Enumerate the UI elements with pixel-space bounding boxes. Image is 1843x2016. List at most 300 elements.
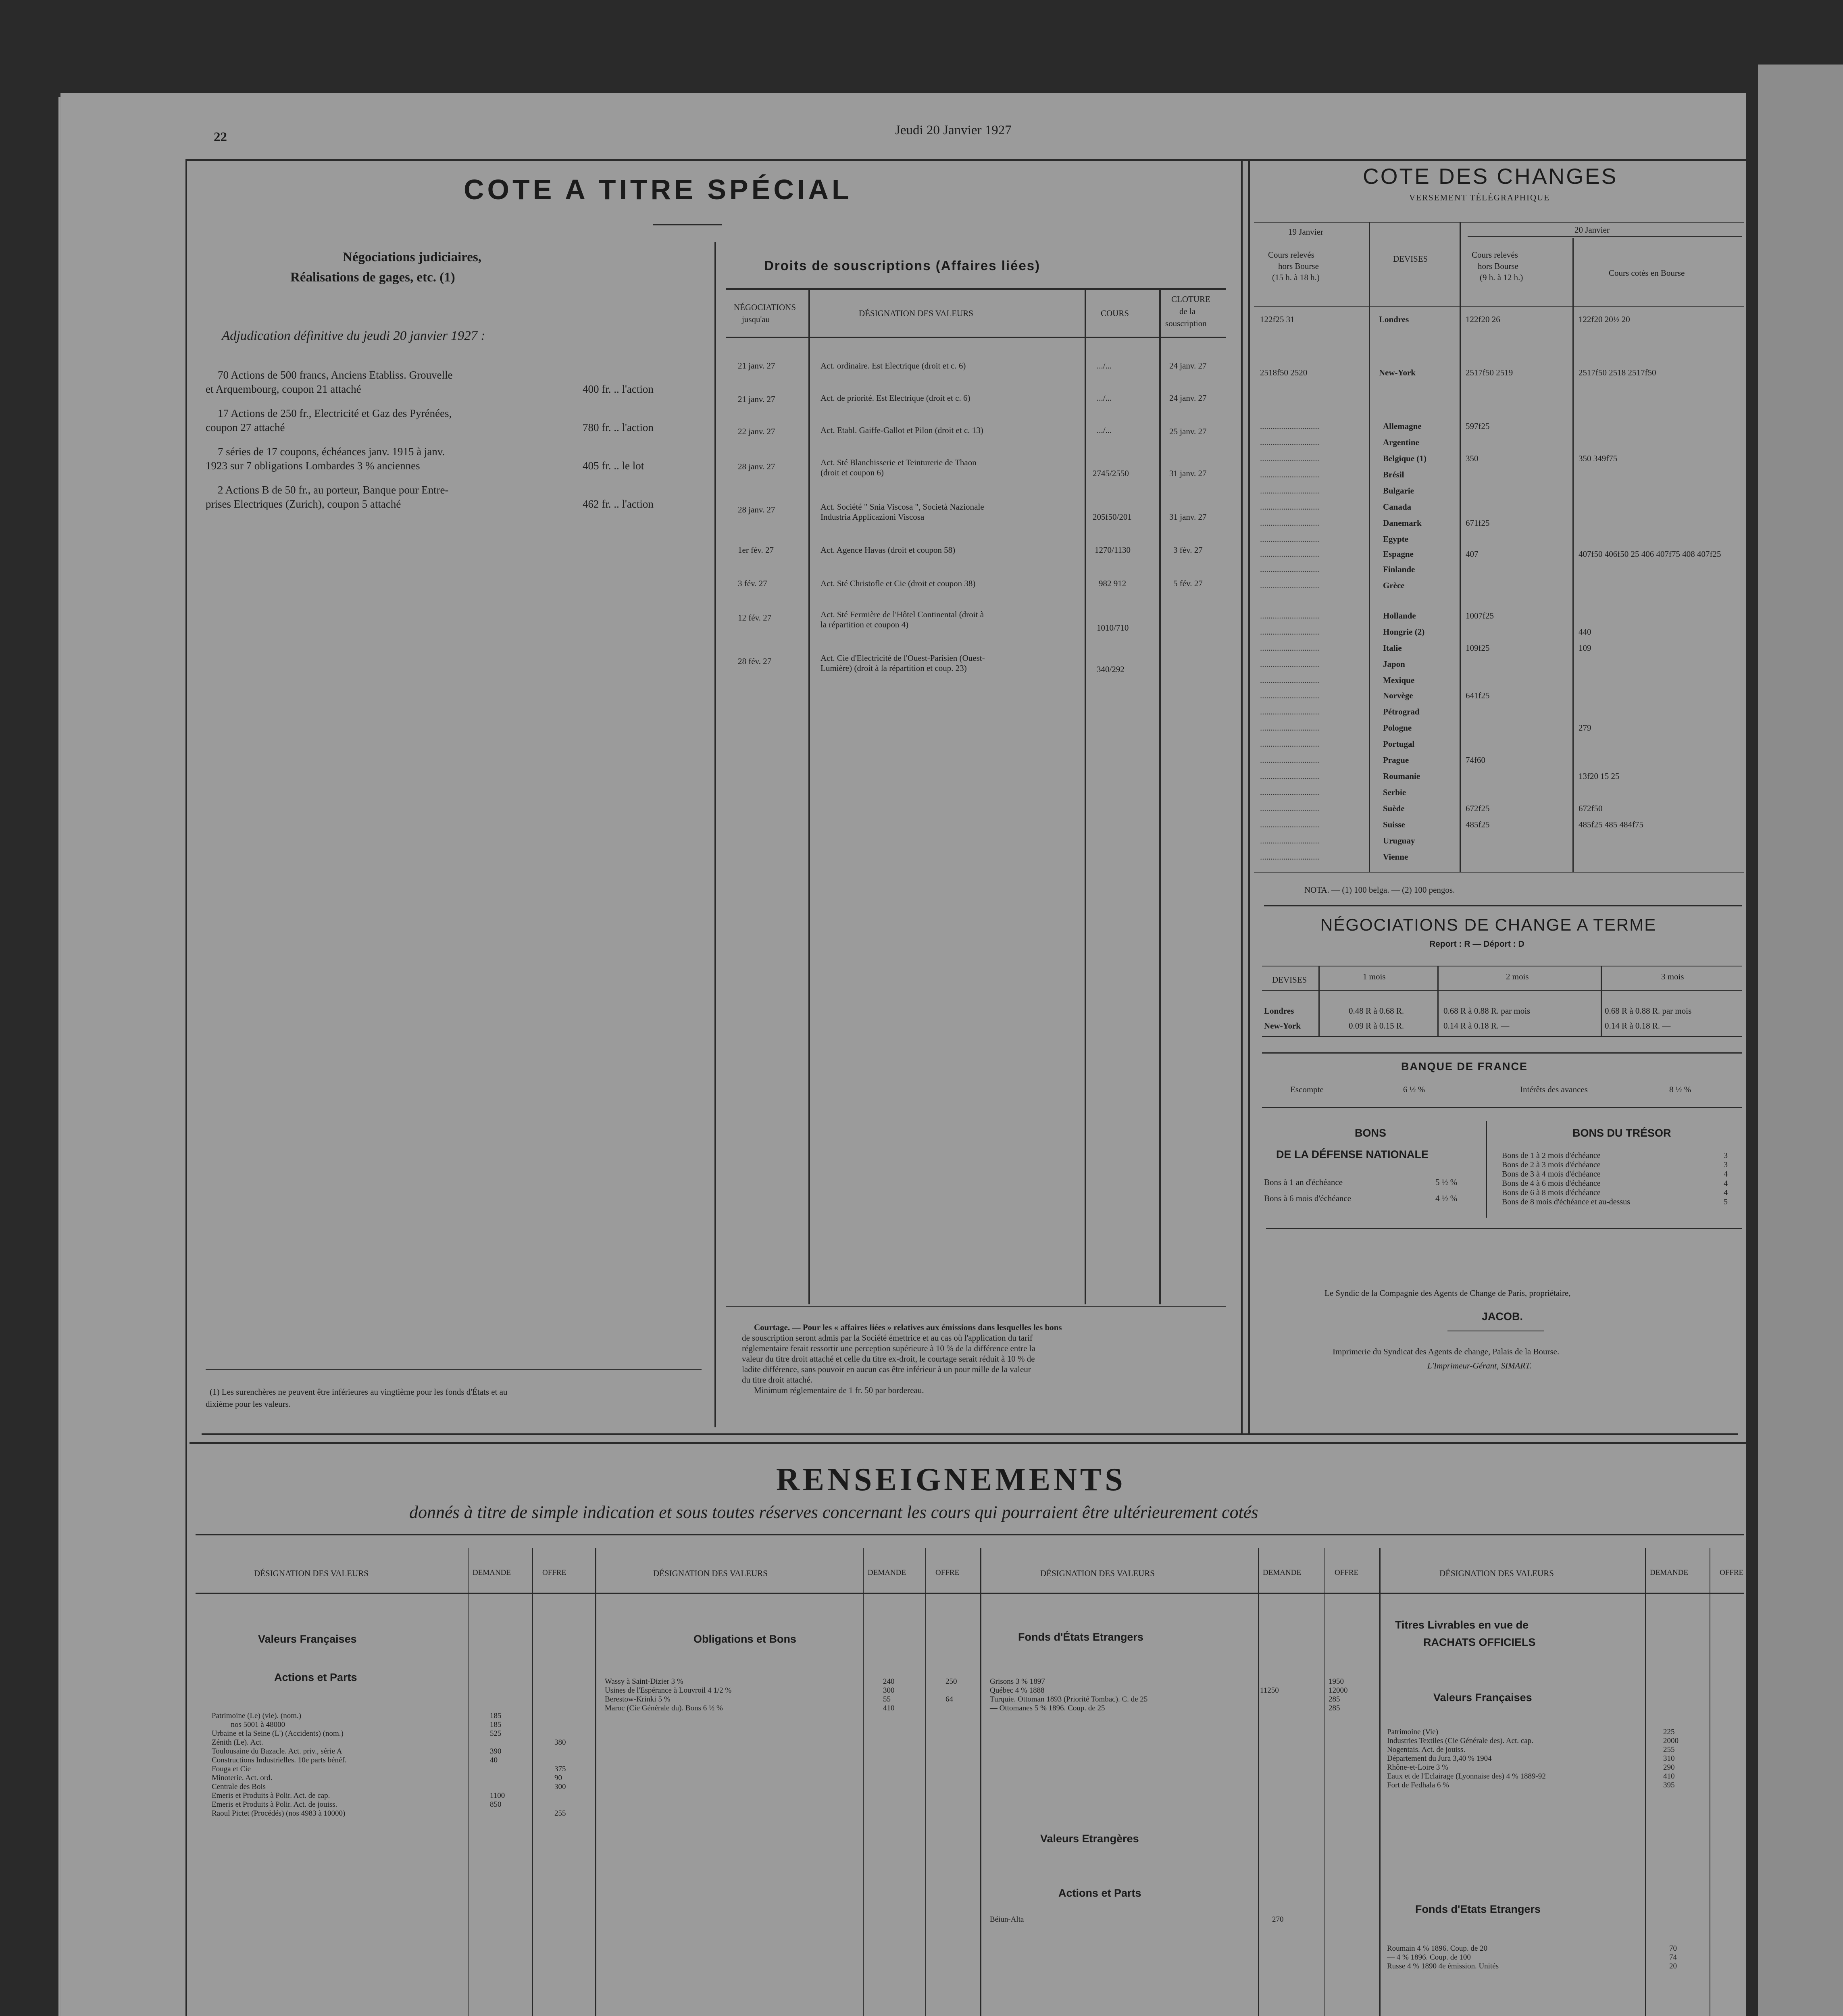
c4-row-name: Nogentais. Act. de jouiss. — [1387, 1745, 1466, 1754]
terme-m1: 0.48 R à 0.68 R. — [1349, 1006, 1404, 1016]
chg-dotted-leader: ............................ — [1260, 755, 1319, 765]
c4-title-2: RACHATS OFFICIELS — [1423, 1636, 1536, 1648]
c4-row2-demande: 20 — [1669, 1962, 1677, 1970]
c1-row-offre: 255 — [554, 1809, 566, 1818]
bons-tresor-val: 3 — [1724, 1151, 1728, 1160]
chg-bourse: 672f50 — [1579, 804, 1603, 813]
droits-designation: Act. Agence Havas (droit et coupon 58) — [820, 545, 956, 555]
adj-item-price: 780 fr. .. l'action — [583, 421, 654, 433]
adj-item-line: 70 Actions de 500 francs, Anciens Etabliss. Grouvelle — [218, 369, 453, 381]
chg-devise: Belgique (1) — [1383, 454, 1427, 463]
chg-bourse: 279 — [1579, 723, 1591, 733]
c4-row-demande: 395 — [1663, 1781, 1675, 1789]
c3-title2: Valeurs Etrangères — [1040, 1833, 1139, 1845]
c3-row-name: Québec 4 % 1888 — [990, 1686, 1045, 1695]
chg-devise: Roumanie — [1383, 771, 1420, 781]
droits-header-cours: COURS — [1101, 308, 1129, 318]
droits-date: 21 janv. 27 — [738, 394, 775, 404]
terme-m3: 0.14 R à 0.18 R. — — [1605, 1021, 1671, 1031]
chg-hors: 407 — [1466, 549, 1479, 559]
banque-title: BANQUE DE FRANCE — [1401, 1060, 1528, 1073]
chg-bourse: 485f25 485 484f75 — [1579, 820, 1643, 829]
courtage-line: réglementaire ferait ressortir une perception supérieure à 10 % de la différence entre la — [742, 1343, 1035, 1353]
terme-m2: 0.68 R à 0.88 R. par mois — [1443, 1006, 1531, 1016]
chg-dotted-leader: ............................ — [1260, 437, 1319, 447]
col-header-offre: OFFRE — [542, 1568, 566, 1577]
adjacent-page-edge — [1758, 65, 1843, 2016]
droits-date: 28 janv. 27 — [738, 505, 775, 514]
c4-row-name: Département du Jura 3,40 % 1904 — [1387, 1754, 1492, 1763]
c2-row-demande: 410 — [883, 1704, 895, 1712]
changes-header-cours: (15 h. à 18 h.) — [1272, 273, 1320, 282]
chg-dotted-leader: ............................ — [1260, 549, 1319, 559]
droits-date: 28 janv. 27 — [738, 462, 775, 471]
adj-item-price: 462 fr. .. l'action — [583, 498, 654, 510]
c4-row2-demande: 70 — [1669, 1944, 1677, 1953]
chg-devise: Egypte — [1383, 534, 1408, 544]
renseignements-subtitle: donnés à titre de simple indication et sous toutes réserves concernant les cours qui pourraient être ultérieurement cotés — [409, 1502, 1258, 1522]
banque-interets: Intérêts des avances — [1520, 1085, 1588, 1094]
c4-row2-name: Russe 4 % 1890 4e émission. Unités — [1387, 1962, 1499, 1970]
droits-cloture: 24 janv. 27 — [1169, 393, 1207, 403]
adj-item-line: 17 Actions de 250 fr., Electricité et Gaz des Pyrénées, — [218, 407, 452, 419]
column-separator — [595, 1548, 596, 2016]
bons-tresor-val: 5 — [1724, 1198, 1728, 1206]
bons-defense-title-2: DE LA DÉFENSE NATIONALE — [1276, 1148, 1429, 1160]
col-header-designation: DÉSIGNATION DES VALEURS — [1040, 1568, 1155, 1578]
droits-designation: Lumière) (droit à la répartition et coup. 23) — [820, 663, 967, 673]
c3-row-name: Turquie. Ottoman 1893 (Priorité Tombac). C. de 25 — [990, 1695, 1148, 1704]
col-header-designation: DÉSIGNATION DES VALEURS — [653, 1568, 768, 1578]
droits-cloture: 31 janv. 27 — [1169, 512, 1207, 522]
c1-row-name: Emeris et Produits à Polir. Act. de cap. — [212, 1791, 330, 1800]
chg-devise: Uruguay — [1383, 836, 1415, 846]
c1-row-demande: 390 — [490, 1747, 502, 1756]
chg-devise: Suisse — [1383, 820, 1405, 829]
subcolumn-rule — [1258, 1548, 1259, 2016]
terme-m3: 0.68 R à 0.88 R. par mois — [1605, 1006, 1692, 1016]
chg-devise: Espagne — [1383, 549, 1414, 559]
chg-devise: Danemark — [1383, 518, 1422, 528]
bons-tresor-row: Bons de 1 à 2 mois d'échéance — [1502, 1151, 1601, 1160]
changes-header-devises: DEVISES — [1393, 254, 1428, 264]
terme-devise: New-York — [1264, 1021, 1301, 1031]
courtage-line: du titre droit attaché. — [742, 1375, 812, 1385]
syndic-line: Le Syndic de la Compagnie des Agents de Change de Paris, propriétaire, — [1324, 1288, 1571, 1298]
page-number: 22 — [214, 130, 227, 144]
c2-row-demande: 55 — [883, 1695, 891, 1704]
bons-tresor-val: 4 — [1724, 1170, 1728, 1179]
droits-designation: Act. de priorité. Est Electrique (droit et c. 6) — [820, 393, 970, 403]
c1-row-name: Minoterie. Act. ord. — [212, 1774, 273, 1782]
c1-row-name: Toulousaine du Bazacle. Act. priv., série A — [212, 1747, 342, 1756]
c1-row-name: — — nos 5001 à 48000 — [212, 1720, 285, 1729]
droits-date: 1er fév. 27 — [738, 545, 774, 555]
courtage-line: valeur du titre droit attaché et celle du titre ex-droit, le courtage serait réduit à 10 % de — [742, 1354, 1035, 1364]
chg-dotted-leader: ............................ — [1260, 804, 1319, 813]
droits-designation: Act. Société " Snia Viscosa ", Società Nazionale — [820, 502, 984, 512]
chg-hors: 672f25 — [1466, 804, 1490, 813]
banque-escompte-val: 6 ½ % — [1403, 1085, 1425, 1094]
bons-tresor-val: 4 — [1724, 1188, 1728, 1197]
droits-designation: Act. Sté Christofle et Cie (droit et coupon 38) — [820, 579, 976, 588]
chg-dotted-leader: ............................ — [1260, 852, 1319, 862]
c3-subtitle2: Actions et Parts — [1058, 1887, 1141, 1899]
droits-designation: Act. Cie d'Electricité de l'Ouest-Parisien (Ouest- — [820, 653, 985, 663]
chg-dotted-leader: ............................ — [1260, 518, 1319, 528]
bons-tresor-row: Bons de 3 à 4 mois d'échéance — [1502, 1170, 1601, 1179]
adj-item-line: coupon 27 attaché — [206, 421, 285, 433]
subcolumn-rule — [468, 1548, 469, 2016]
chg-hors: 350 — [1466, 454, 1479, 463]
droits-header-designation: DÉSIGNATION DES VALEURS — [859, 308, 973, 318]
c4-subtitle2: Fonds d'Etats Etrangers — [1415, 1903, 1541, 1915]
droits-date: 21 janv. 27 — [738, 361, 775, 371]
chg-devise: Pétrograd — [1383, 707, 1420, 716]
chg-dotted-leader: ............................ — [1260, 723, 1319, 733]
chg-dotted-leader: ............................ — [1260, 787, 1319, 797]
droits-cours: 2745/2550 — [1093, 469, 1129, 478]
c2-row-offre: 64 — [945, 1695, 953, 1704]
chg-devise: Mexique — [1383, 675, 1415, 685]
c4-row-name: Industries Textiles (Cie Générale des). Act. cap. — [1387, 1737, 1533, 1745]
adj-item-price: 405 fr. .. le lot — [583, 460, 644, 472]
chg-hors: 74f60 — [1466, 755, 1485, 765]
terme-header: 3 mois — [1661, 972, 1684, 981]
droits-header-negociations: NÉGOCIATIONS — [734, 302, 796, 312]
c1-row-name: Constructions Industrielles. 10e parts bénéf. — [212, 1756, 347, 1764]
terme-m2: 0.14 R à 0.18 R. — — [1443, 1021, 1510, 1031]
c3-row2-name: Béiun-Alta — [990, 1915, 1024, 1924]
chg-bourse: 122f20 20½ 20 — [1579, 314, 1630, 324]
col-header-demande: DEMANDE — [1263, 1568, 1301, 1577]
droits-designation: la répartition et coupon 4) — [820, 620, 909, 629]
cote-special-subtitle-2: Réalisations de gages, etc. (1) — [290, 270, 455, 285]
chg-dotted-leader: ............................ — [1260, 486, 1319, 496]
droits-designation: Act. Sté Blanchisserie et Teinturerie de Thaon — [820, 458, 977, 467]
chg-dotted-leader: ............................ — [1260, 836, 1319, 846]
c1-row-offre: 300 — [554, 1783, 566, 1791]
terme-header: DEVISES — [1272, 975, 1307, 985]
droits-cours: 1010/710 — [1097, 623, 1129, 633]
bons-tresor-row: Bons de 4 à 6 mois d'échéance — [1502, 1179, 1601, 1188]
cote-special-title: COTE A TITRE SPÉCIAL — [464, 174, 852, 205]
banque-escompte: Escompte — [1290, 1085, 1324, 1094]
changes-header-20: 20 Janvier — [1574, 225, 1610, 235]
chg-devise: Grèce — [1383, 581, 1405, 590]
droits-date: 3 fév. 27 — [738, 579, 767, 588]
chg-dotted-leader: ............................ — [1260, 611, 1319, 621]
c4-row-demande: 225 — [1663, 1728, 1675, 1736]
chg-devise: Italie — [1383, 643, 1402, 653]
droits-cloture: 31 janv. 27 — [1169, 469, 1207, 478]
subcolumn-rule — [925, 1548, 926, 2016]
droits-cours: .../... — [1097, 361, 1112, 371]
droits-header-cloture: de la — [1179, 306, 1196, 316]
chg-devise: Prague — [1383, 755, 1409, 765]
c3-row-name: Grisons 3 % 1897 — [990, 1677, 1045, 1686]
bons-defense-row: Bons à 6 mois d'échéance — [1264, 1193, 1352, 1203]
chg-bourse: 109 — [1579, 643, 1591, 653]
c4-row-name: Fort de Fedhala 6 % — [1387, 1781, 1449, 1789]
chg-dotted-leader: ............................ — [1260, 502, 1319, 512]
terme-subtitle: Report : R — Déport : D — [1429, 939, 1524, 949]
chg-dotted-leader: ............................ — [1260, 581, 1319, 590]
terme-header: 1 mois — [1363, 972, 1386, 981]
adj-item-line: prises Electriques (Zurich), coupon 5 attaché — [206, 498, 401, 510]
droits-designation: Act. Etabl. Gaiffe-Gallot et Pilon (droit et c. 13) — [820, 425, 983, 435]
c2-row-demande: 240 — [883, 1677, 895, 1686]
banque-interets-val: 8 ½ % — [1669, 1085, 1691, 1094]
c1-row-name: Zénith (Le). Act. — [212, 1738, 263, 1747]
footnote: dixième pour les valeurs. — [206, 1399, 291, 1409]
terme-devise: Londres — [1264, 1006, 1294, 1016]
terme-header: 2 mois — [1506, 972, 1529, 981]
c2-row-name: Wassy à Saint-Dizier 3 % — [605, 1677, 683, 1686]
chg-devise: Finlande — [1383, 564, 1415, 574]
chg-bourse: 350 349f75 — [1579, 454, 1618, 463]
c3-row-offre: 285 — [1329, 1695, 1340, 1704]
adj-item-line: 1923 sur 7 obligations Lombardes 3 % anciennes — [206, 460, 420, 472]
bons-tresor-row: Bons de 2 à 3 mois d'échéance — [1502, 1160, 1601, 1169]
changes-title: COTE DES CHANGES — [1363, 164, 1618, 189]
chg-hors: 109f25 — [1466, 643, 1490, 653]
chg-hors: 1007f25 — [1466, 611, 1494, 621]
col-header-demande: DEMANDE — [473, 1568, 511, 1577]
courtage-line: Courtage. — Pour les « affaires liées » relatives aux émissions dans lesquelles les bons — [754, 1322, 1062, 1332]
c1-row-name: Raoul Pictet (Procédés) (nos 4983 à 10000) — [212, 1809, 346, 1818]
c3-row-demande: 11250 — [1260, 1686, 1279, 1695]
footnote: (1) Les surenchères ne peuvent être inférieures au vingtième pour les fonds d'États et au — [210, 1387, 508, 1397]
bons-tresor-row: Bons de 6 à 8 mois d'échéance — [1502, 1188, 1601, 1197]
changes-header-cours20: Cours relevés — [1472, 250, 1518, 260]
c1-row-demande: 185 — [490, 1712, 502, 1720]
c1-row-offre: 375 — [554, 1765, 566, 1773]
chg-hors: 485f25 — [1466, 820, 1490, 829]
column-separator — [1379, 1548, 1381, 2016]
chg-devise: Pologne — [1383, 723, 1412, 733]
subcolumn-rule — [1645, 1548, 1646, 2016]
bons-tresor-val: 4 — [1724, 1179, 1728, 1188]
cote-special-subtitle-1: Négociations judiciaires, — [343, 250, 482, 264]
terme-m1: 0.09 R à 0.15 R. — [1349, 1021, 1404, 1031]
changes-header-cours: Cours relevés — [1268, 250, 1314, 260]
chg-bourse: 2517f50 2518 2517f50 — [1579, 368, 1656, 377]
chg-dotted-leader: ............................ — [1260, 627, 1319, 637]
chg-devise: Brésil — [1383, 470, 1404, 479]
chg-dotted-leader: ............................ — [1260, 564, 1319, 574]
chg-bourse: 440 — [1579, 627, 1591, 637]
col-header-demande: DEMANDE — [868, 1568, 906, 1577]
c1-row-offre: 380 — [554, 1738, 566, 1747]
renseignements-title: RENSEIGNEMENTS — [776, 1462, 1126, 1497]
c4-row-name: Rhône-et-Loire 3 % — [1387, 1763, 1448, 1772]
c4-row2-demande: 74 — [1669, 1953, 1677, 1962]
adj-item-price: 400 fr. .. l'action — [583, 383, 654, 395]
c1-row-demande: 185 — [490, 1720, 502, 1729]
chg-dotted-leader: ............................ — [1260, 643, 1319, 653]
chg-dotted-leader: ............................ — [1260, 421, 1319, 431]
chg-devise: Hongrie (2) — [1383, 627, 1425, 637]
c1-row-name: Emeris et Produits à Polir. Act. de jouiss. — [212, 1800, 337, 1809]
droits-cloture: 25 janv. 27 — [1169, 427, 1207, 436]
chg-prev: 2518f50 2520 — [1260, 368, 1308, 377]
c1-row-name: Centrale des Bois — [212, 1783, 266, 1791]
col-header-designation: DÉSIGNATION DES VALEURS — [254, 1568, 369, 1578]
bons-defense-val: 5 ½ % — [1435, 1177, 1458, 1187]
droits-designation: Act. Sté Fermière de l'Hôtel Continental (droit à — [820, 610, 984, 619]
droits-designation: Industria Applicazioni Viscosa — [820, 512, 925, 522]
chg-bourse: 407f50 406f50 25 406 407f75 408 407f25 — [1579, 549, 1721, 559]
courtage-line: ladite différence, sans pouvoir en aucun cas être inférieur à un pour mille de la valeur — [742, 1364, 1031, 1374]
c3-row-offre: 285 — [1329, 1704, 1340, 1712]
chg-dotted-leader: ............................ — [1260, 691, 1319, 700]
c4-row-demande: 410 — [1663, 1772, 1675, 1781]
terme-title: NÉGOCIATIONS DE CHANGE A TERME — [1320, 915, 1657, 934]
chg-dotted-leader: ............................ — [1260, 454, 1319, 463]
chg-devise: Serbie — [1383, 787, 1406, 797]
droits-cours: 1270/1130 — [1095, 545, 1131, 555]
c1-row-demande: 525 — [490, 1729, 502, 1738]
droits-cours: 982 912 — [1099, 579, 1127, 588]
c1-row-demande: 1100 — [490, 1791, 505, 1800]
chg-devise: Bulgarie — [1383, 486, 1414, 496]
c4-row-demande: 255 — [1663, 1745, 1675, 1754]
droits-header-cloture: CLOTURE — [1171, 294, 1210, 304]
c2-row-demande: 300 — [883, 1686, 895, 1695]
droits-title: Droits de souscriptions (Affaires liées) — [764, 258, 1041, 273]
droits-date: 22 janv. 27 — [738, 427, 775, 436]
c4-row2-name: — 4 % 1896. Coup. de 100 — [1387, 1953, 1471, 1962]
droits-cours: 205f50/201 — [1093, 512, 1132, 522]
bons-tresor-title: BONS DU TRÉSOR — [1572, 1127, 1671, 1139]
subcolumn-rule — [863, 1548, 864, 2016]
c2-row-name: Berestow-Krinki 5 % — [605, 1695, 671, 1704]
chg-devise: Hollande — [1383, 611, 1416, 621]
column-separator — [980, 1548, 981, 2016]
chg-devise: Allemagne — [1383, 421, 1422, 431]
c1-subtitle: Actions et Parts — [274, 1671, 357, 1683]
droits-cours: .../... — [1097, 393, 1112, 403]
subcolumn-rule — [532, 1548, 533, 2016]
c1-row-name: Urbaine et la Seine (L') (Accidents) (nom.) — [212, 1729, 344, 1738]
chg-hors: 671f25 — [1466, 518, 1490, 528]
chg-dotted-leader: ............................ — [1260, 659, 1319, 669]
c2-row-name: Usines de l'Espérance à Louvroil 4 1/2 % — [605, 1686, 732, 1695]
chg-dotted-leader: ............................ — [1260, 707, 1319, 716]
col-header-offre: OFFRE — [935, 1568, 960, 1577]
chg-hors: 122f20 26 — [1466, 314, 1500, 324]
changes-header-cours20: hors Bourse — [1478, 261, 1518, 271]
bons-defense-val: 4 ½ % — [1435, 1193, 1458, 1203]
changes-header-19: 19 Janvier — [1288, 227, 1323, 237]
chg-devise: Japon — [1383, 659, 1405, 669]
courtage-line: Minimum réglementaire de 1 fr. 50 par bordereau. — [754, 1385, 924, 1395]
c3-row-name: — Ottomanes 5 % 1896. Coup. de 25 — [990, 1704, 1105, 1712]
chg-dotted-leader: ............................ — [1260, 675, 1319, 685]
c3-title: Fonds d'États Etrangers — [1018, 1631, 1143, 1643]
col-header-offre: OFFRE — [1335, 1568, 1359, 1577]
chg-hors: 2517f50 2519 — [1466, 368, 1513, 377]
adjudication-line: Adjudication définitive du jeudi 20 janvier 1927 : — [222, 329, 485, 343]
c1-row-offre: 90 — [554, 1774, 562, 1782]
droits-date: 12 fév. 27 — [738, 613, 772, 623]
chg-devise: New-York — [1379, 368, 1416, 377]
bons-defense-row: Bons à 1 an d'échéance — [1264, 1177, 1343, 1187]
c2-title: Obligations et Bons — [693, 1633, 797, 1645]
changes-subtitle: VERSEMENT TÉLÉGRAPHIQUE — [1409, 193, 1550, 202]
chg-dotted-leader: ............................ — [1260, 534, 1319, 544]
chg-dotted-leader: ............................ — [1260, 470, 1319, 479]
col-header-designation: DÉSIGNATION DES VALEURS — [1439, 1568, 1554, 1578]
c2-row-offre: 250 — [945, 1677, 957, 1686]
droits-header-jusquau: jusqu'au — [742, 314, 770, 324]
c1-row-name: Patrimoine (Le) (vie). (nom.) — [212, 1712, 302, 1720]
adj-item-line: et Arquembourg, coupon 21 attaché — [206, 383, 361, 395]
c1-row-demande: 40 — [490, 1756, 498, 1764]
c3-row2-demande: 270 — [1272, 1915, 1284, 1924]
c2-row-name: Maroc (Cie Générale du). Bons 6 ½ % — [605, 1704, 723, 1712]
changes-header-cotes: Cours cotés en Bourse — [1609, 268, 1685, 278]
chg-dotted-leader: ............................ — [1260, 820, 1319, 829]
chg-devise: Norvège — [1383, 691, 1413, 700]
c3-row-offre: 1950 — [1329, 1677, 1344, 1686]
bons-tresor-val: 3 — [1724, 1160, 1728, 1169]
page-date: Jeudi 20 Janvier 1927 — [895, 123, 1012, 137]
chg-devise: Suède — [1383, 804, 1405, 813]
c3-row-offre: 12000 — [1329, 1686, 1348, 1695]
c4-row-demande: 290 — [1663, 1763, 1675, 1772]
changes-header-cours: hors Bourse — [1278, 261, 1319, 271]
c4-row-name: Patrimoine (Vie) — [1387, 1728, 1439, 1736]
col-header-demande: DEMANDE — [1650, 1568, 1688, 1577]
chg-hors: 597f25 — [1466, 421, 1490, 431]
adj-item-line: 7 séries de 17 coupons, échéances janv. 1915 à janv. — [218, 446, 445, 458]
chg-devise: Londres — [1379, 314, 1409, 324]
droits-designation: Act. ordinaire. Est Electrique (droit et c. 6) — [820, 361, 966, 371]
chg-devise: Portugal — [1383, 739, 1415, 749]
droits-date: 28 fév. 27 — [738, 656, 772, 666]
droits-cloture: 24 janv. 27 — [1169, 361, 1207, 371]
changes-header-cours20: (9 h. à 12 h.) — [1480, 273, 1523, 282]
c1-row-name: Fouga et Cie — [212, 1765, 251, 1773]
c4-row2-name: Roumain 4 % 1896. Coup. de 20 — [1387, 1944, 1488, 1953]
chg-hors: 641f25 — [1466, 691, 1490, 700]
c4-title-1: Titres Livrables en vue de — [1395, 1619, 1529, 1631]
col-header-offre: OFFRE — [1720, 1568, 1744, 1577]
courtage-line: de souscription seront admis par la Société émettrice et au cas où l'application du tarif — [742, 1333, 1033, 1343]
c1-row-demande: 850 — [490, 1800, 502, 1809]
droits-cours: .../... — [1097, 425, 1112, 435]
droits-cours: 340/292 — [1097, 664, 1125, 674]
chg-devise: Vienne — [1383, 852, 1408, 862]
chg-dotted-leader: ............................ — [1260, 771, 1319, 781]
droits-designation: (droit et coupon 6) — [820, 468, 884, 477]
chg-devise: Canada — [1383, 502, 1412, 512]
droits-cloture: 3 fév. 27 — [1173, 545, 1203, 555]
chg-bourse: 13f20 15 25 — [1579, 771, 1620, 781]
syndic-gerant: L'Imprimeur-Gérant, SIMART. — [1427, 1361, 1532, 1370]
syndic-imprimerie: Imprimerie du Syndicat des Agents de change, Palais de la Bourse. — [1333, 1347, 1560, 1356]
droits-header-cloture: souscription — [1165, 319, 1207, 328]
c1-title: Valeurs Françaises — [258, 1633, 357, 1645]
changes-nota: NOTA. — (1) 100 belga. — (2) 100 pengos. — [1304, 885, 1455, 895]
droits-cloture: 5 fév. 27 — [1173, 579, 1203, 588]
adj-item-line: 2 Actions B de 50 fr., au porteur, Banque pour Entre- — [218, 484, 449, 496]
chg-prev: 122f25 31 — [1260, 314, 1295, 324]
chg-dotted-leader: ............................ — [1260, 739, 1319, 749]
syndic-name: JACOB. — [1482, 1310, 1523, 1322]
